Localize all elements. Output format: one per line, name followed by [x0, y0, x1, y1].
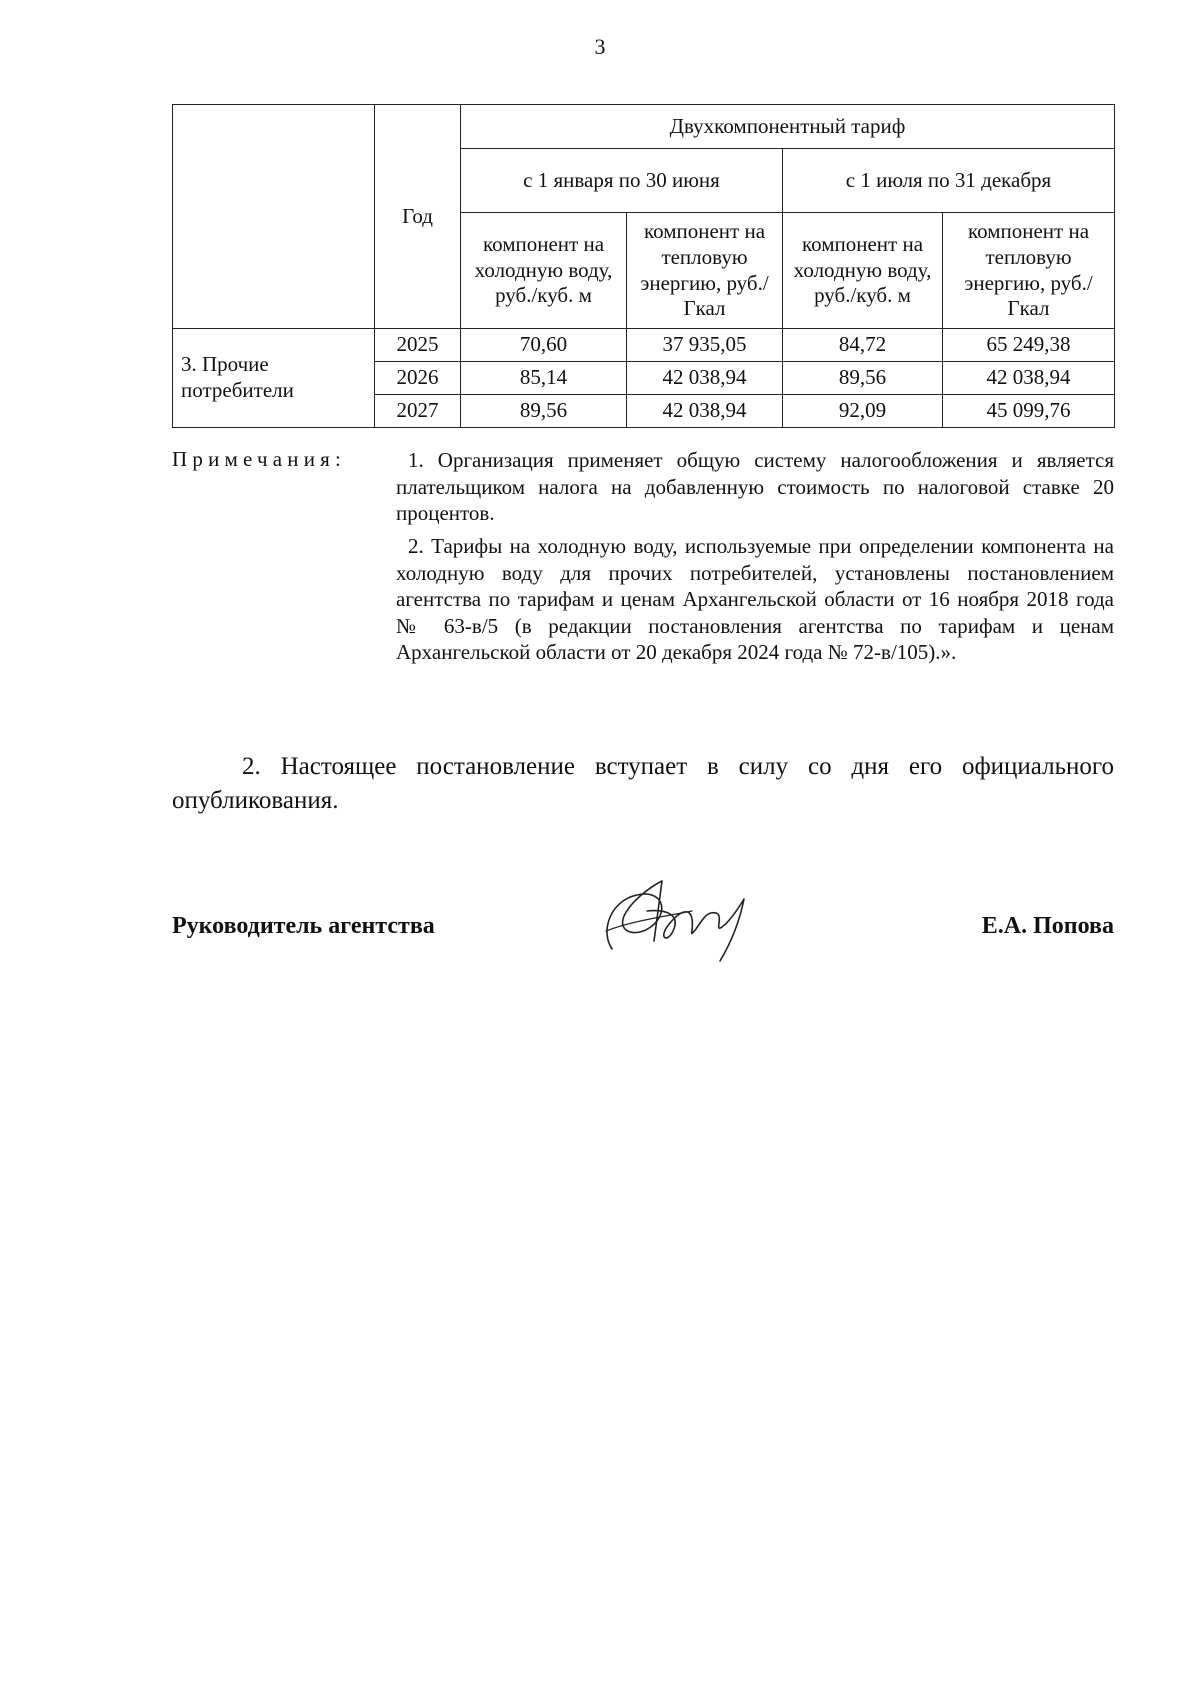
row-value: 92,09 [783, 395, 943, 428]
row-value: 84,72 [783, 329, 943, 362]
row-value: 89,56 [783, 362, 943, 395]
table-header-row [173, 105, 1115, 149]
row-value: 42 038,94 [627, 362, 783, 395]
row-value: 45 099,76 [943, 395, 1115, 428]
header-component: компонент на холодную воду, руб./куб. м [461, 213, 627, 329]
handwritten-signature [592, 871, 762, 971]
header-tariff-title: Двухкомпонентный тариф [461, 105, 1115, 149]
row-value: 42 038,94 [627, 395, 783, 428]
signatory-name: Е.А. Попова [981, 913, 1114, 939]
header-component: компонент на холодную воду, руб./куб. м [783, 213, 943, 329]
row-year: 2027 [375, 395, 461, 428]
row-year: 2025 [375, 329, 461, 362]
header-component: компонент на тепловую энергию, руб./Гкал [627, 213, 783, 329]
row-value: 70,60 [461, 329, 627, 362]
row-value: 89,56 [461, 395, 627, 428]
note-item: 2. Тарифы на холодную воду, используемые при определении компонента на холодную воду для прочих потребителей, установлены постановлением агентства по тарифам и ценам Архангельской области от 16 ноября 2018 года № 63-в/5 (в редакции постановления агентства по тарифам и ценам Архангельской области от 20 декабря 2024 года № 72-в/105).». [396, 534, 1114, 664]
header-component: компонент на тепловую энергию, руб./Гкал [943, 213, 1115, 329]
effective-date-paragraph: 2. Настоящее постановление вступает в силу со дня его официального опубликования. [172, 753, 1114, 814]
signatory-position: Руководитель агентства [172, 913, 435, 939]
row-year: 2026 [375, 362, 461, 395]
header-year: Год [375, 105, 461, 329]
row-value: 37 935,05 [627, 329, 783, 362]
page-number: 3 [594, 34, 606, 59]
note-item: 1. Организация применяет общую систему налогообложения и является плательщиком налога на добавленную стоимость по налоговой ставке 20 процентов. [396, 448, 1114, 525]
row-value: 42 038,94 [943, 362, 1115, 395]
header-empty-cell [173, 105, 375, 329]
header-period-2: с 1 июля по 31 декабря [783, 149, 1115, 213]
notes-label: Примечания: [172, 447, 347, 471]
header-period-1: с 1 января по 30 июня [461, 149, 783, 213]
tariff-table [172, 104, 1115, 428]
signature-block [172, 905, 1114, 965]
row-value: 85,14 [461, 362, 627, 395]
table-row [173, 329, 1115, 362]
row-value: 65 249,38 [943, 329, 1115, 362]
group-label: 3. Прочие потребители [173, 329, 375, 428]
